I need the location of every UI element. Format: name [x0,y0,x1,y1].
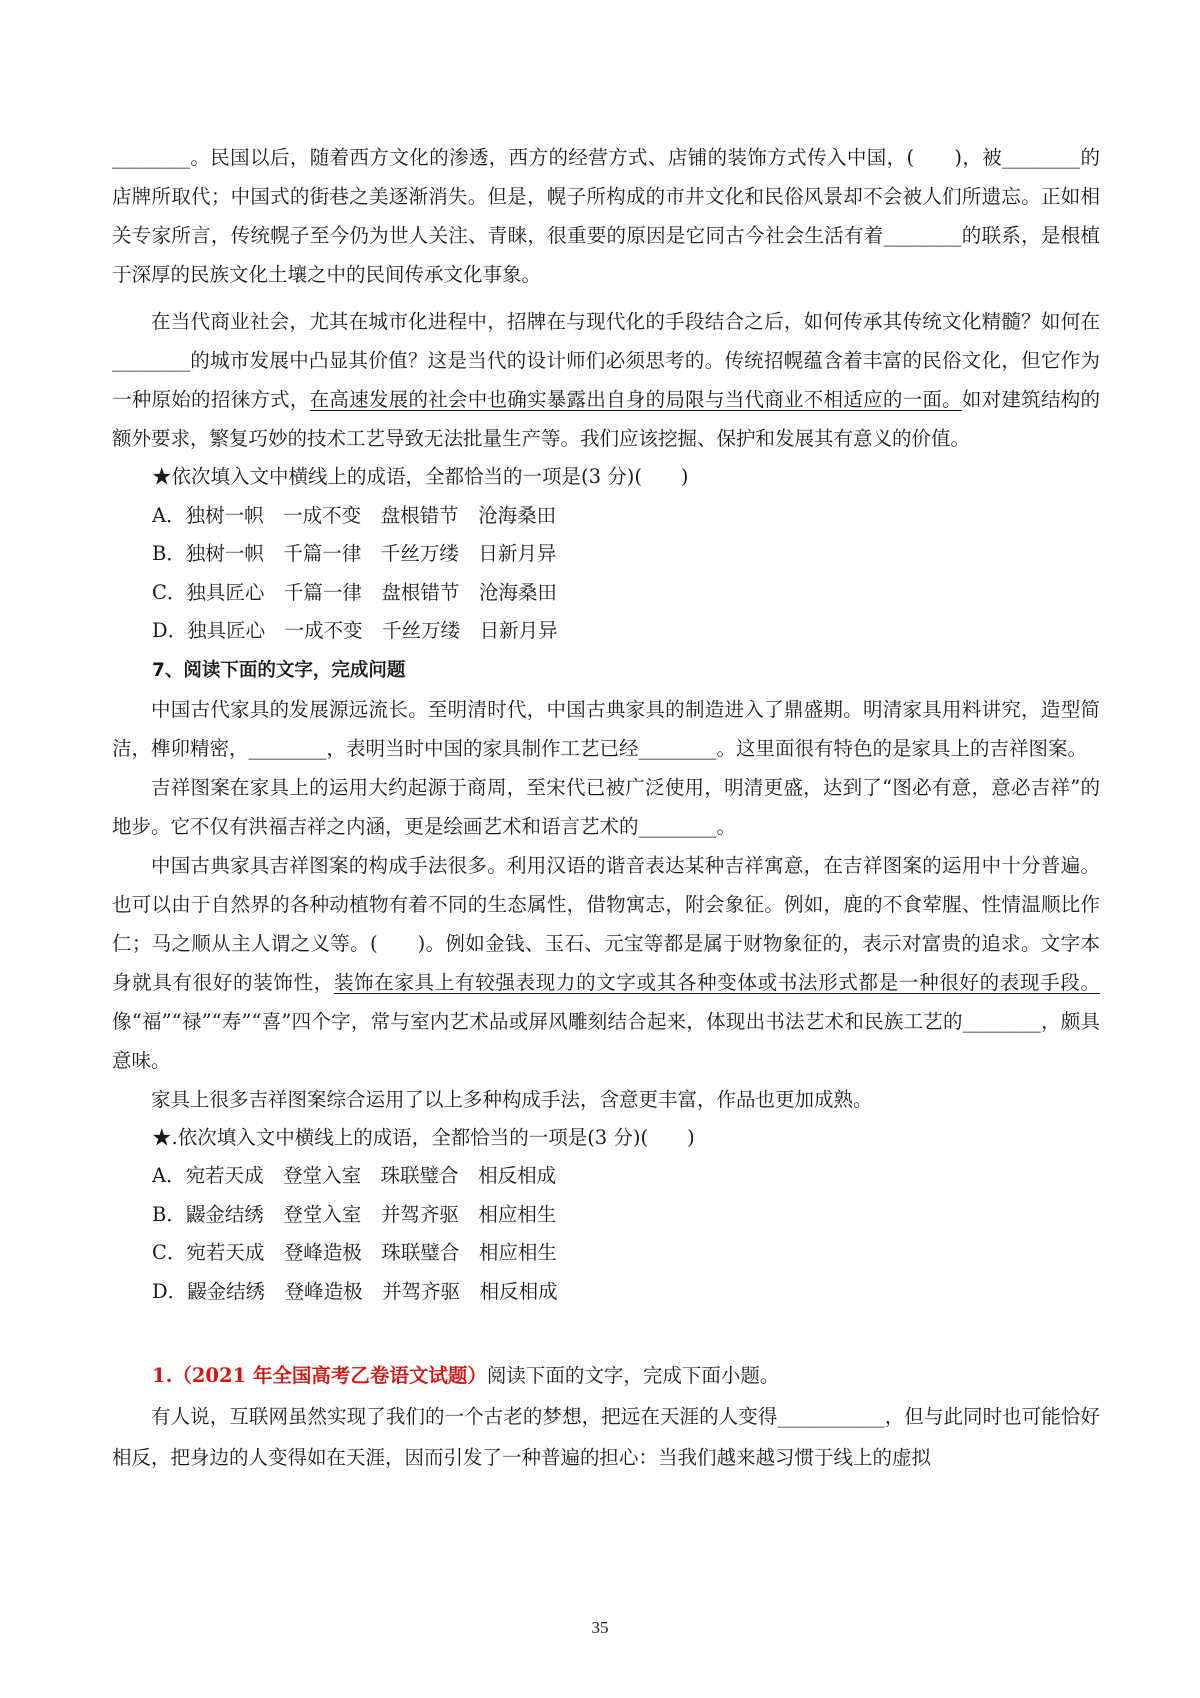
passage-b-option-c: C．宛若天成 登峰造极 珠联璧合 相应相生 [152,1241,557,1264]
passage-a-paragraph-1: ________。民国以后，随着西方文化的渗透，西方的经营方式、店铺的装饰方式传入中国，( )，被________的店牌所取代；中国式的街巷之美逐渐消失。但是，幌子所构成的市井文化和民俗风景却不会被人们所遗忘。正如相关专家所言，传统幌子至今仍为世人关注、青睐，很重要的原因是它同古今社会生活有着________的联系，是根植于深厚的民族文化土壤之中的民间传承文化事象。 [112,146,1100,286]
passage-b-paragraph-1: 中国古代家具的发展源远流长。至明清时代，中国古典家具的制造进入了鼎盛期。明清家具用料讲究，造型简洁，榫卯精密，________，表明当时中国的家具制作工艺已经________。这里面很有特色的是家具上的吉祥图案。 [112,697,1100,760]
passage-b-paragraph-4: 家具上很多吉祥图案综合运用了以上多种构成手法，含意更丰富，作品也更加成熟。 [151,1087,873,1111]
passage-b-p3-tail: 像“福”“禄”“寿”“喜”四个字，常与室内艺术品或屏风雕刻结合起来，体现出书法艺术和民族工艺的________，颇具意味。 [112,1009,1100,1072]
page-number: 35 [591,1618,609,1637]
passage-a-p2-tail: 如对建筑结构的额外要求，繁复巧妙的技术工艺导致无法批量生产等。我们应该挖掘、保护和发展其有意义的价值。 [112,388,1100,450]
passage-a-p2-text: 在当代商业社会，尤其在城市化进程中，招牌在与现代化的手段结合之后，如何传承其传统文化精髓？如何在________的城市发展中凸显其价值？这是当代的设计师们必须思考的。传统招幌蕴含着丰富的民俗文化，但它作为一种原始的招徕方式， [112,310,1100,411]
passage-b-option-a: A．宛若天成 登堂入室 珠联璧合 相反相成 [152,1164,557,1187]
passage-a-paragraph-2 [112,302,1100,458]
passage-b-option-b: B．鼹金结绣 登堂入室 并驾齐驱 相应相生 [152,1202,557,1226]
passage-b-option-d: D．鼹金结绣 登峰造极 并驾齐驱 相反相成 [152,1279,558,1303]
passage-a-option-d: D．独具匠心 一成不变 千丝万缕 日新月异 [152,619,558,642]
passage-c-paragraph-1: 有人说，互联网虽然实现了我们的一个古老的梦想，把远在天涯的人变得___________，但与此同时也可能恰好相反，把身边的人变得如在天涯，因而引发了一种普遍的担心：当我们越来越习惯于线上的虚拟 [112,1405,1100,1469]
passage-a-option-a: A．独树一帜 一成不变 盘根错节 沧海桑田 [152,503,557,527]
passage-c-title [112,1355,1100,1396]
passage-a-underlined-sentence: 在高速发展的社会中也确实暴露出自身的局限与当代商业不相适应的一面。 [309,388,962,411]
passage-b-p3-text: 中国古典家具吉祥图案的构成手法很多。利用汉语的谐音表达某种吉祥寓意，在吉祥图案的运用中十分普遍。也可以由于自然界的各种动植物有着不同的生态属性，借物寓志，附会象征。例如，鹿的不食荤腥、性情温顺比作仁；马之顺从主人谓之义等。( )。例如金钱、玉石、元宝等都是属于财物象征的，表示对富贵的追求。文字本身就具有很好的装饰性， [112,853,1100,994]
document-page [112,138,1100,1478]
passage-b-paragraph-2: 吉祥图案在家具上的运用大约起源于商周，至宋代已被广泛使用，明清更盛，达到了“图必有意，意必吉祥”的地步。它不仅有洪福吉祥之内涵，更是绘画艺术和语言艺术的________。 [112,775,1100,838]
passage-b-paragraph-3 [112,846,1100,1080]
passage-b-underlined-sentence: 装饰在家具上有较强表现力的文字或其各种变体或书法形式都是一种很好的表现手段。 [333,970,1100,994]
exam-source-label: 1.（2021 年全国高考乙卷语文试题） [152,1364,487,1387]
passage-a-option-b: B．独树一帜 千篇一律 千丝万缕 日新月异 [152,542,557,565]
passage-a-question: ★依次填入文中横线上的成语，全都恰当的一项是(3 分)( ) [152,465,689,488]
section-gap [112,1311,1100,1355]
passage-b-question: ★.依次填入文中横线上的成语，全都恰当的一项是(3 分)( ) [152,1125,695,1149]
passage-c-instruction: 阅读下面的文字，完成下面小题。 [486,1364,780,1387]
passage-a-option-c: C．独具匠心 千篇一律 盘根错节 沧海桑田 [152,580,557,604]
passage-b-heading: 7、阅读下面的文字，完成问题 [152,659,406,681]
